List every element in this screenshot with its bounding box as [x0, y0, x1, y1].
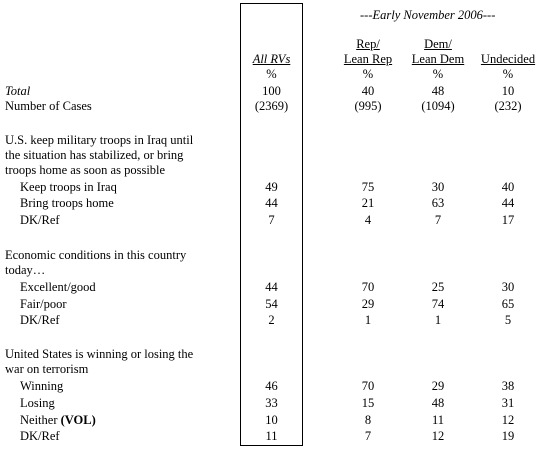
q1-row-rep: 75	[361, 180, 375, 194]
neither-label: Neither	[20, 413, 58, 427]
q3-row-all: 33	[265, 396, 278, 410]
cases-dem: (1094)	[421, 99, 455, 113]
q1-row-all: 49	[265, 180, 278, 194]
vol-label: (VOL)	[60, 413, 96, 427]
q1-row-und: 44	[501, 196, 515, 210]
q1-row-all: 44	[265, 196, 278, 210]
q2-question-line2: today…	[5, 263, 46, 277]
q3-row-label-neither	[20, 413, 96, 428]
q1-row-und: 40	[501, 180, 515, 194]
q3-row-all: 11	[265, 429, 278, 443]
col-pct-dem: %	[432, 67, 444, 81]
q3-row-rep: 70	[361, 379, 375, 393]
col-header-rep-line1: Rep/	[356, 37, 380, 51]
total-label: Total	[5, 84, 31, 98]
q2-row-dem: 74	[431, 297, 445, 311]
q1-row-dem: 30	[431, 180, 445, 194]
q3-row-dem: 11	[431, 413, 445, 427]
q3-row-label: DK/Ref	[20, 429, 60, 443]
q2-row-und: 5	[504, 313, 512, 327]
col-pct-rep: %	[362, 67, 374, 81]
q1-row-dem: 7	[434, 213, 442, 227]
q2-row-all: 2	[268, 313, 275, 327]
q3-row-dem: 48	[431, 396, 445, 410]
q1-row-rep: 21	[361, 196, 375, 210]
q3-row-all: 46	[265, 379, 278, 393]
q2-row-dem: 1	[434, 313, 442, 327]
q3-row-dem: 12	[431, 429, 445, 443]
q2-row-rep: 29	[361, 297, 375, 311]
q3-row-rep: 7	[364, 429, 372, 443]
q1-question-line2: the situation has stabilized, or bring	[5, 148, 184, 162]
q2-row-label: Fair/poor	[20, 297, 67, 311]
survey-date: ---Early November 2006---	[360, 8, 496, 22]
q3-row-rep: 15	[361, 396, 375, 410]
q1-row-dem: 63	[431, 196, 445, 210]
q1-question-line1: U.S. keep military troops in Iraq until	[5, 133, 194, 147]
cases-label: Number of Cases	[5, 99, 92, 113]
col-header-undecided: Undecided	[480, 52, 536, 66]
q2-row-all: 54	[265, 297, 278, 311]
q2-row-rep: 70	[361, 280, 375, 294]
q2-row-und: 65	[501, 297, 515, 311]
cases-rep: (995)	[354, 99, 382, 113]
q3-row-dem: 29	[431, 379, 445, 393]
q3-question-line1: United States is winning or losing the	[5, 347, 194, 361]
col-header-dem-line1: Dem/	[424, 37, 452, 51]
cases-und: (232)	[494, 99, 522, 113]
q3-row-und: 19	[501, 429, 515, 443]
q2-row-all: 44	[265, 280, 278, 294]
q2-row-label: DK/Ref	[20, 313, 60, 327]
q1-row-label: Bring troops home	[20, 196, 114, 210]
q3-row-und: 12	[501, 413, 515, 427]
q3-row-all: 10	[265, 413, 278, 427]
cases-all: (2369)	[254, 99, 289, 113]
total-dem: 48	[431, 84, 445, 98]
q1-row-label: DK/Ref	[20, 213, 60, 227]
total-rep: 40	[361, 84, 375, 98]
q3-row-label: Losing	[20, 396, 55, 410]
q1-row-und: 17	[501, 213, 515, 227]
q2-row-und: 30	[501, 280, 515, 294]
q1-question-line3: troops home as soon as possible	[5, 163, 166, 177]
q2-row-rep: 1	[364, 313, 372, 327]
q3-row-und: 38	[501, 379, 515, 393]
total-und: 10	[501, 84, 515, 98]
q3-row-und: 31	[501, 396, 515, 410]
col-header-rep-line2: Lean Rep	[343, 52, 393, 66]
q1-row-rep: 4	[364, 213, 372, 227]
q2-question-line1: Economic conditions in this country	[5, 248, 187, 262]
col-pct-all: %	[266, 67, 277, 81]
q3-row-label: Winning	[20, 379, 64, 393]
q3-row-rep: 8	[364, 413, 372, 427]
q1-row-label: Keep troops in Iraq	[20, 180, 117, 194]
total-all: 100	[262, 84, 281, 98]
q3-question-line2: war on terrorism	[5, 362, 89, 376]
col-pct-und: %	[502, 67, 514, 81]
col-header-dem-line2: Lean Dem	[411, 52, 465, 66]
q2-row-label: Excellent/good	[20, 280, 96, 294]
q1-row-all: 7	[268, 213, 275, 227]
col-header-all-rvs: All RVs	[252, 52, 291, 66]
q2-row-dem: 25	[431, 280, 445, 294]
